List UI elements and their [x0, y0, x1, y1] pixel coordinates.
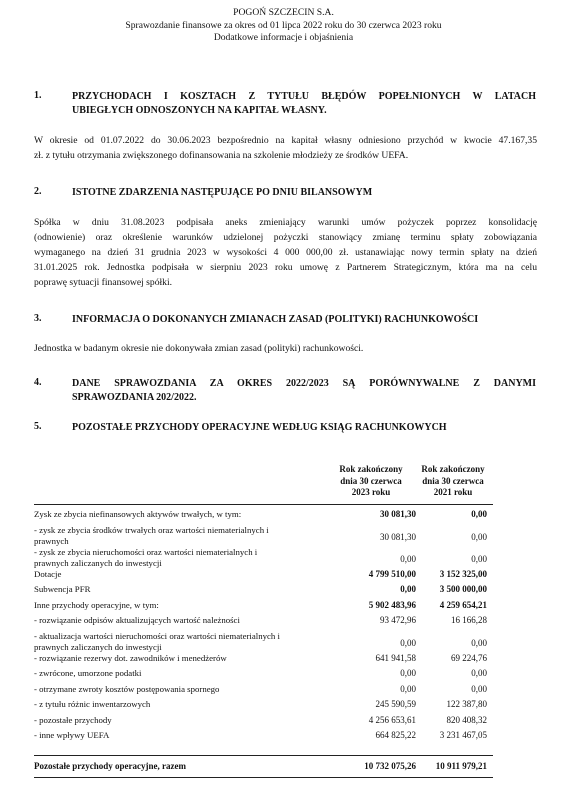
row-value-2023: 4 256 653,61 — [368, 714, 416, 725]
row-value-2021: 0,00 — [471, 553, 487, 564]
row-value-2021: 3 231 467,05 — [439, 730, 487, 740]
row-label — [34, 631, 324, 653]
row-label — [34, 600, 324, 611]
row-label-line: Subwencja PFR — [34, 584, 91, 594]
section-1-number: 1. — [34, 90, 42, 101]
row-value-2023: 4 799 510,00 — [368, 568, 416, 579]
table-header — [34, 464, 493, 503]
section-2-title: ISTOTNE ZDARZENIA NASTĘPUJĄCE PO DNIU BILANSOWYM — [72, 187, 373, 198]
row-label — [34, 668, 324, 679]
table-row — [34, 715, 493, 731]
row-label-line: - zysk ze zbycia nieruchomości oraz wartości niematerialnych i — [34, 546, 258, 557]
total-bottom-divider — [34, 777, 493, 778]
total-value-2023: 10 732 075,26 — [364, 761, 416, 771]
row-label — [34, 730, 324, 741]
section-4-title-line1: DANE SPRAWOZDANIA ZA OKRES 2022/2023 SĄ PORÓWNYWALNE Z DANYMI — [72, 378, 536, 389]
table-row — [34, 615, 493, 631]
section-3-text: Jednostka w badanym okresie nie dokonywała zmian zasad (polityki) rachunkowości. — [34, 343, 364, 354]
row-value-2021: 820 408,32 — [446, 714, 487, 725]
column-header-2021: Rok zakończony dnia 30 czerwca 2021 roku — [421, 464, 485, 497]
row-value-2023: 30 081,30 — [380, 509, 416, 519]
row-value-2023: 0,00 — [400, 553, 416, 564]
total-value-2021: 10 911 979,21 — [435, 761, 487, 771]
table-row — [34, 631, 493, 653]
section-3-title: INFORMACJA O DOKONANYCH ZMIANACH ZASAD (POLITYKI) RACHUNKOWOŚCI — [72, 314, 479, 325]
section-4-number: 4. — [34, 377, 42, 388]
row-label-line: - aktualizacja wartości nieruchomości oraz wartości niematerialnych i — [34, 630, 280, 641]
row-value-2021: 0,00 — [471, 531, 487, 542]
section-4-title-line2: SPRAWOZDANIA 202/2022. — [72, 392, 197, 403]
row-value-2021: 0,00 — [471, 509, 487, 519]
table-row — [34, 653, 493, 669]
section-2-text-line3: wymaganego na dzień 31 grudnia 2023 w wysokości 4 000 000,00 zł. ustanawiając nowy termin spłaty na dzień — [34, 247, 537, 258]
row-value-2021: 4 259 654,21 — [439, 599, 487, 610]
section-1-title-line1: PRZYCHODACH I KOSZTACH Z TYTUŁU BŁĘDÓW POPEŁNIONYCH W LATACH — [72, 91, 536, 102]
table-row — [34, 584, 493, 600]
row-value-2023: 0,00 — [400, 584, 416, 594]
table-row — [34, 600, 493, 616]
report-title: Sprawozdanie finansowe za okres od 01 lipca 2022 roku do 30 czerwca 2023 roku — [125, 20, 442, 31]
report-subtitle: Dodatkowe informacje i objaśnienia — [213, 32, 354, 43]
row-label — [34, 715, 324, 726]
row-value-2021: 0,00 — [471, 683, 487, 694]
table-row — [34, 684, 493, 700]
row-value-2021: 122 387,80 — [446, 699, 487, 709]
table-row — [34, 547, 493, 569]
row-label — [34, 699, 324, 710]
company-name: POGOŃ SZCZECIN S.A. — [233, 7, 334, 18]
section-2-text-line2: (odnowienie) oraz określenie warunków udzielonej pożyczki stanowiący zmianę terminu spłaty zobowiązania — [34, 232, 537, 243]
table-row — [34, 525, 493, 547]
section-2-text-line4: 31.01.2025 rok. Jednostka podpisała w sierpniu 2023 roku umowę z Partnerem Strategicznym, która ma na celu — [34, 262, 537, 273]
section-1-text-line1: W okresie od 01.07.2022 do 30.06.2023 bezpośrednio na kapitał własny odniesiono przychód w kwocie 47.167,35 — [34, 135, 537, 146]
row-label-line: - zwrócone, umorzone podatki — [34, 668, 142, 678]
row-value-2023: 664 825,22 — [375, 730, 416, 740]
row-label — [34, 684, 324, 695]
section-1-title-line2: UBIEGŁYCH ODNOSZONYCH NA KAPITAŁ WŁASNY. — [72, 105, 327, 116]
total-label: Pozostałe przychody operacyjne, razem — [34, 761, 186, 771]
section-5-number: 5. — [34, 421, 42, 432]
row-label-line: - inne wpływy UEFA — [34, 730, 110, 740]
row-label-line: Dotacje — [34, 568, 62, 579]
row-label-line: prawnych — [34, 535, 69, 546]
row-value-2021: 16 166,28 — [451, 615, 487, 625]
table-row — [34, 569, 493, 585]
row-label — [34, 525, 324, 547]
header-divider — [34, 504, 493, 505]
row-label-line: prawnych zaliczanych do inwestycji — [34, 557, 162, 568]
row-value-2023: 245 590,59 — [375, 699, 416, 709]
row-value-2023: 0,00 — [400, 668, 416, 678]
row-label-line: - zysk ze zbycia środków trwałych oraz wartości niematerialnych i — [34, 524, 269, 535]
row-label-line: - z tytułu różnic inwentarzowych — [34, 699, 151, 709]
row-label — [34, 584, 324, 595]
table-total-row — [34, 761, 493, 773]
row-label-line: - rozwiązanie rezerwy dot. zawodników i menedżerów — [34, 652, 227, 663]
section-2-text-line1: Spółka w dniu 31.08.2023 podpisała aneks zmieniający warunki umów pożyczek poprzez konsolidację — [34, 217, 537, 228]
table-row — [34, 699, 493, 715]
row-value-2023: 0,00 — [400, 683, 416, 694]
row-label — [34, 569, 324, 580]
row-value-2023: 93 472,96 — [380, 615, 416, 625]
row-label-line: - rozwiązanie odpisów aktualizujących wartość należności — [34, 615, 240, 625]
section-5-title: POZOSTAŁE PRZYCHODY OPERACYJNE WEDŁUG KSIĄG RACHUNKOWYCH — [72, 422, 447, 433]
row-label — [34, 653, 324, 664]
row-label-line: Zysk ze zbycia niefinansowych aktywów trwałych, w tym: — [34, 509, 242, 519]
row-label-line: - pozostałe przychody — [34, 714, 112, 725]
table-row — [34, 509, 493, 525]
row-value-2023: 0,00 — [400, 637, 416, 648]
section-1-text-line2: zł. z tytułu otrzymania zwiększonego dofinansowania na szkolenie młodzieży ze środków UEFA. — [34, 150, 409, 161]
row-label-line: Inne przychody operacyjne, w tym: — [34, 599, 159, 610]
row-value-2021: 0,00 — [471, 637, 487, 648]
row-value-2023: 30 081,30 — [380, 531, 416, 542]
row-label-line: - otrzymane zwroty kosztów postępowania spornego — [34, 683, 220, 694]
row-label-line: prawnych zaliczanych do inwestycji — [34, 641, 162, 652]
column-header-2023: Rok zakończony dnia 30 czerwca 2023 roku — [339, 464, 403, 497]
total-top-divider — [34, 755, 493, 756]
row-value-2021: 3 500 000,00 — [439, 584, 487, 594]
row-label — [34, 509, 324, 520]
row-value-2023: 5 902 483,96 — [368, 599, 416, 610]
row-value-2021: 3 152 325,00 — [439, 568, 487, 579]
row-value-2021: 0,00 — [471, 668, 487, 678]
section-2-text-line5: poprawę sytuacji finansowej spółki. — [34, 277, 173, 288]
table-row — [34, 668, 493, 684]
row-value-2021: 69 224,76 — [451, 652, 487, 663]
section-3-number: 3. — [34, 313, 42, 324]
row-value-2023: 641 941,58 — [375, 652, 416, 663]
section-2-number: 2. — [34, 186, 42, 197]
row-label — [34, 547, 324, 569]
table-row — [34, 730, 493, 746]
row-label — [34, 615, 324, 626]
